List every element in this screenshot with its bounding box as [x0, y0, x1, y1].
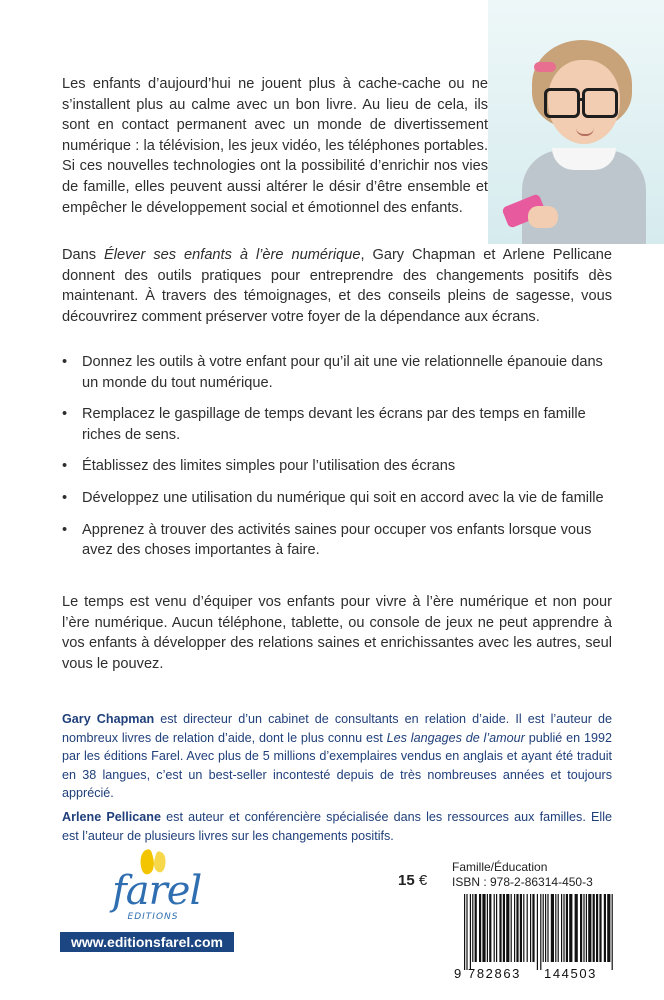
barcode-bar	[464, 894, 465, 970]
barcode-bar	[540, 894, 541, 970]
list-item: • Développez une utilisation du numérique qui soit en accord avec la vie de famille	[62, 489, 604, 506]
barcode-bar	[496, 894, 497, 962]
barcode-digit-first: 9	[454, 966, 462, 981]
barcode-bar	[604, 894, 606, 962]
barcode-digits-left: 782863	[468, 966, 521, 981]
barcode-bar	[558, 894, 559, 962]
barcode-bar	[555, 894, 556, 962]
list-item: • Établissez des limites simples pour l’utilisation des écrans	[62, 458, 456, 475]
barcode-bar	[506, 894, 509, 962]
barcode-bar	[593, 894, 595, 962]
intro-paragraph: Les enfants d’aujourd’hui ne jouent plus à cache-cache ou ne s’installent plus au calme avec un bon livre. Au lieu de cela, ils sont en contact permanent avec un monde de divertissement numérique : la télévision, les jeux vidéo, les téléphones portables. Si ces nouvelles technologies ont la possibilité d’enrichir nos vies de famille, elles peuvent aussi altérer le désir d’être ensemble et empêcher le développement social et émotionnel des enfants.	[62, 76, 488, 216]
barcode-bar	[566, 894, 568, 962]
barcode-bar	[511, 894, 512, 962]
barcode-bar	[532, 894, 534, 962]
barcode-bar	[470, 894, 471, 970]
barcode-bar	[489, 894, 491, 962]
barcode-area	[452, 860, 620, 981]
author-bio-pellicane: Arlene Pellicane est auteur et conférencière spécialisée dans les ressources aux familles. Elle est l’auteur de plusieurs livres sur les changements positifs.	[62, 810, 612, 843]
description-paragraph: Dans Élever ses enfants à l’ère numérique, Gary Chapman et Arlene Pellicane donnent des outils pratiques pour entreprendre des changements positifs dès maintenant. À travers des témoignages, et des conseils pleins de sagesse, vous découvrirez comment préserver votre foyer de la dépendance aux écrans.	[62, 247, 612, 325]
farel-logo: farel EDITIONS	[106, 850, 198, 928]
barcode-bar	[543, 894, 544, 962]
barcode-bar	[569, 894, 572, 962]
barcode-bar	[499, 894, 501, 962]
barcode-bar	[612, 894, 613, 970]
list-item: • Donnez les outils à votre enfant pour qu’il ait une vie relationnelle épanouie dans un monde du tout numérique.	[62, 354, 603, 391]
cover-photo-girl-with-phone	[488, 0, 664, 244]
barcode-bar	[563, 894, 564, 962]
barcode-bar	[537, 894, 538, 970]
benefits-list	[62, 352, 612, 561]
barcode-bar	[583, 894, 584, 962]
barcode-bar	[547, 894, 548, 962]
barcode-bar	[551, 894, 554, 962]
price-label: 15 €	[398, 872, 428, 889]
barcode-bar	[466, 894, 467, 970]
barcode-digits-right: 144503	[544, 966, 597, 981]
barcode-bar	[503, 894, 505, 962]
barcode-bar	[607, 894, 610, 962]
barcode-bar	[545, 894, 546, 962]
barcode-bar	[516, 894, 518, 962]
barcode	[452, 894, 620, 982]
website-link[interactable]: www.editionsfarel.com	[60, 932, 234, 952]
barcode-bar	[596, 894, 598, 962]
barcode-bar	[599, 894, 601, 962]
barcode-bar	[482, 894, 485, 962]
barcode-bar	[575, 894, 578, 962]
barcode-bar	[530, 894, 531, 962]
barcode-bar	[586, 894, 587, 962]
barcode-bar	[514, 894, 515, 962]
closing-paragraph: Le temps est venu d’équiper vos enfants pour vivre à l’ère numérique et non pour l’ère numérique. Aucun téléphone, tablette, ou console de jeux ne peut apprendre à vos enfants à développer des relations saines et enrichissantes avec les autres, seul vous le pouvez.	[62, 594, 612, 672]
barcode-bar	[523, 894, 524, 962]
barcode-bar	[520, 894, 522, 962]
isbn-label: ISBN : 978-2-86314-450-3	[452, 875, 593, 889]
barcode-bar	[487, 894, 488, 962]
barcode-bar	[475, 894, 477, 962]
book-title: Élever ses enfants à l’ère numérique	[104, 247, 361, 263]
barcode-bar	[479, 894, 481, 962]
barcode-bar	[561, 894, 562, 962]
barcode-bar	[580, 894, 582, 962]
barcode-bar	[494, 894, 495, 962]
list-item: • Apprenez à trouver des activités saines pour occuper vos enfants lorsque vous avez des choses importantes à faire.	[62, 521, 592, 559]
barcode-bar	[472, 894, 473, 962]
barcode-bar	[527, 894, 528, 962]
barcode-bar	[588, 894, 591, 962]
list-item: • Remplacez le gaspillage de temps devant les écrans par des temps en famille riches de sens.	[62, 406, 586, 443]
category-label: Famille/Éducation	[452, 860, 548, 874]
author-bio-chapman: Gary Chapman est directeur d’un cabinet de consultants en relation d’aide. Il est l’auteur de nombreux livres de relation d’aide, dont le plus connu est Les langages de l’amour publié en 1992 par les éditions Farel. Avec plus de 5 millions d’exemplaires vendus en anglais et ayant été traduit en 38 langues, c’est un best-seller incontesté depuis de très nombreuses années et toujours apprécié.	[62, 712, 612, 801]
